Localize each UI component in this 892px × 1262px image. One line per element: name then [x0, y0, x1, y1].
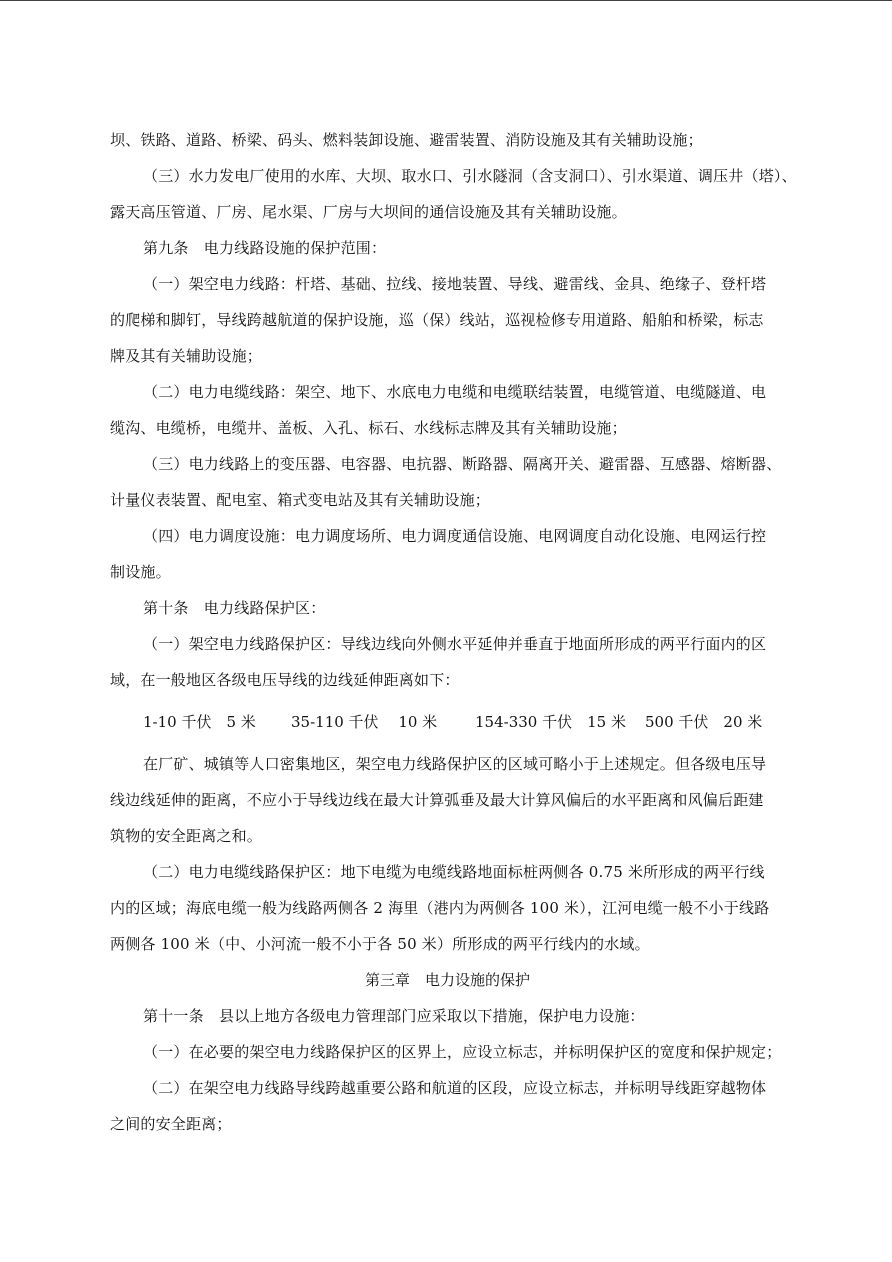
text-line: 域，在一般地区各级电压导线的边线延伸距离如下：: [110, 671, 460, 689]
voltage-distance-row: [110, 704, 785, 740]
article-heading: 第十条 电力线路保护区：: [143, 599, 326, 617]
text-line: （一）在必要的架空电力线路保护区的区界上，应设立标志，并标明保护区的宽度和保护规定；: [143, 1043, 782, 1061]
article-heading: 第九条 电力线路设施的保护范围：: [143, 239, 387, 257]
distance-item: 500 千伏 20 米: [645, 713, 763, 731]
text-line: （三）电力线路上的变压器、电容器、电抗器、断路器、隔离开关、避雷器、互感器、熔断器、: [143, 455, 782, 473]
text-line: 线边线延伸的距离，不应小于导线边线在最大计算弧垂及最大计算风偏后的水平距离和风偏后距建: [110, 791, 764, 809]
text-line: 制设施。: [110, 563, 171, 581]
distance-item: 35-110 千伏 10 米: [291, 713, 438, 731]
text-line: 之间的安全距离；: [110, 1115, 232, 1133]
text-line: 两侧各 100 米（中、小河流一般不小于各 50 米）所形成的两平行线内的水域。: [110, 935, 650, 953]
chapter-title: 第三章 电力设施的保护: [364, 971, 530, 989]
text-line: 牌及其有关辅助设施；: [110, 347, 263, 365]
text-line: 内的区域；海底电缆一般为线路两侧各 2 海里（港内为两侧各 100 米），江河电缆一般不小于线路: [110, 899, 770, 917]
top-border-line: [0, 0, 892, 1]
text-line: （二）电力电缆线路：架空、地下、水底电力电缆和电缆联结装置，电缆管道、电缆隧道、电: [143, 383, 767, 401]
document-page: [110, 122, 797, 1142]
text-line: 在厂矿、城镇等人口密集地区，架空电力线路保护区的区域可略小于上述规定。但各级电压导: [143, 755, 767, 773]
text-line: （四）电力调度设施：电力调度场所、电力调度通信设施、电网调度自动化设施、电网运行控: [143, 527, 767, 545]
text-line: （三）水力发电厂使用的水库、大坝、取水口、引水隧洞（含支洞口）、引水渠道、调压井（塔）、: [143, 167, 797, 185]
text-line: 计量仪表装置、配电室、箱式变电站及其有关辅助设施；: [110, 491, 491, 509]
text-line: 缆沟、电缆桥，电缆井、盖板、入孔、标石、水线标志牌及其有关辅助设施；: [110, 419, 627, 437]
text-line: （一）架空电力线路：杆塔、基础、拉线、接地装置、导线、避雷线、金具、绝缘子、登杆塔: [143, 275, 767, 293]
text-line: 的爬梯和脚钉，导线跨越航道的保护设施，巡（保）线站，巡视检修专用道路、船舶和桥梁，标志: [110, 311, 764, 329]
text-line: （二）电力电缆线路保护区：地下电缆为电缆线路地面标桩两侧各 0.75 米所形成的两平行线: [143, 863, 765, 881]
article-heading: 第十一条 县以上地方各级电力管理部门应采取以下措施，保护电力设施：: [143, 1007, 645, 1025]
text-line: 坝、铁路、道路、桥梁、码头、燃料装卸设施、避雷装置、消防设施及其有关辅助设施；: [110, 131, 703, 149]
text-line: 筑物的安全距离之和。: [110, 827, 263, 845]
distance-item: 1-10 千伏 5 米: [143, 713, 256, 731]
text-line: 露天高压管道、厂房、尾水渠、厂房与大坝间的通信设施及其有关辅助设施。: [110, 203, 627, 221]
text-line: （一）架空电力线路保护区：导线边线向外侧水平延伸并垂直于地面所形成的两平行面内的区: [143, 635, 767, 653]
distance-item: 154-330 千伏 15 米: [475, 713, 626, 731]
text-line: （二）在架空电力线路导线跨越重要公路和航道的区段，应设立标志，并标明导线距穿越物体: [143, 1079, 767, 1097]
